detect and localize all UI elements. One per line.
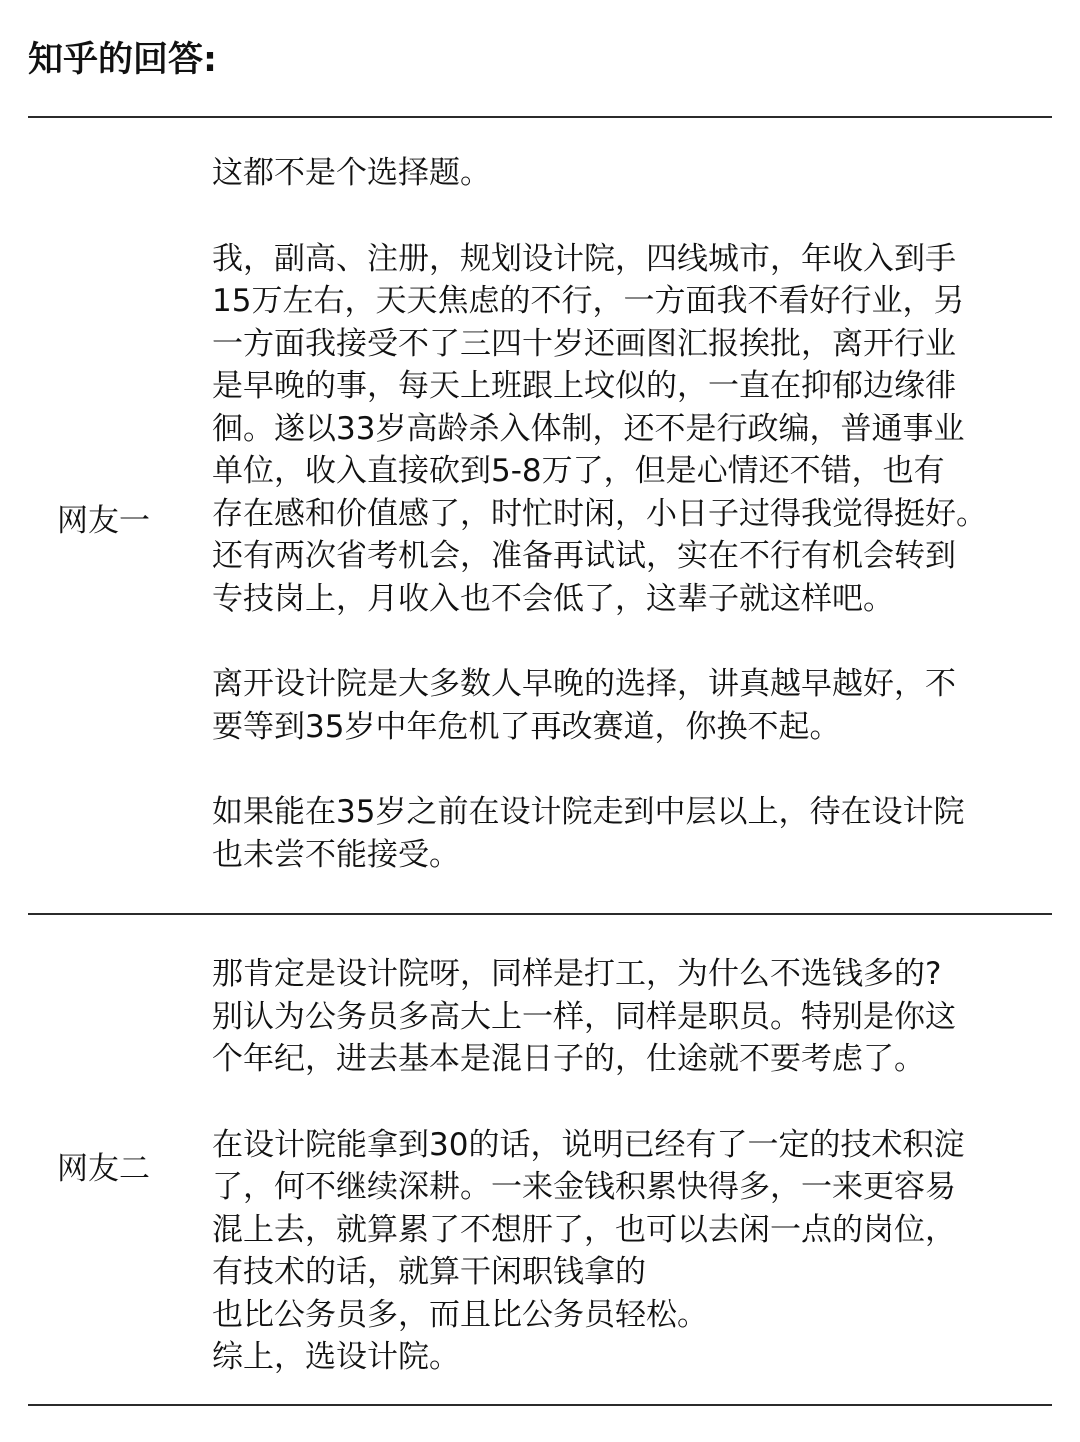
- text-line: 存在感和价值感了，时忙时闲，小日子过得我觉得挺好。: [212, 495, 987, 532]
- text-line: 也比公务员多，而且比公务员轻松。: [212, 1296, 708, 1333]
- answer-1-paragraph-2: [212, 238, 1052, 621]
- answer-1-paragraph-4: [212, 791, 1052, 876]
- text-line: 别认为公务员多高大上一样，同样是职员。特别是你这: [212, 998, 956, 1035]
- text-line: 个年纪，进去基本是混日子的，仕途就不要考虑了。: [212, 1041, 925, 1077]
- answer-2-paragraph-1: [212, 953, 1052, 1081]
- answer-1-paragraph-1: [212, 152, 1052, 195]
- text-line: 那肯定是设计院呀，同样是打工，为什么不选钱多的?: [212, 956, 942, 992]
- text-line: 在设计院能拿到30的话，说明已经有了一定的技术积淀: [212, 1126, 965, 1163]
- text-line: 了，何不继续深耕。一来金钱积累快得多，一来更容易: [212, 1169, 956, 1205]
- text-line: 也未尝不能接受。: [212, 836, 460, 873]
- text-line: 徊。遂以33岁高龄杀入体制，还不是行政编，普通事业: [212, 410, 965, 447]
- text-line: 还有两次省考机会，准备再试试，实在不行有机会转到: [212, 538, 956, 574]
- answer-1-author: 网友一: [57, 503, 150, 539]
- text-line: 15万左右，天天焦虑的不行，一方面我不看好行业，另: [212, 283, 965, 319]
- text-line: 这都不是个选择题。: [212, 155, 491, 191]
- answer-1-body: [212, 152, 1052, 876]
- text-line: 离开设计院是大多数人早晚的选择，讲真越早越好，不: [212, 666, 956, 702]
- text-line: 一方面我接受不了三四十岁还画图汇报挨批，离开行业: [212, 325, 956, 362]
- text-line: 如果能在35岁之前在设计院走到中层以上，待在设计院: [212, 794, 965, 830]
- page-title: 知乎的回答:: [28, 40, 217, 80]
- text-line: 要等到35岁中年危机了再改赛道，你换不起。: [212, 708, 841, 745]
- divider-bottom: [28, 1404, 1052, 1406]
- text-line: 有技术的话，就算干闲职钱拿的: [212, 1254, 646, 1290]
- answer-2-author: 网友二: [57, 1151, 150, 1187]
- text-line: 专技岗上，月收入也不会低了，这辈子就这样吧。: [212, 580, 894, 617]
- divider-middle: [28, 913, 1052, 915]
- text-line: 我，副高、注册，规划设计院，四线城市，年收入到手: [212, 240, 956, 277]
- answer-1-paragraph-3: [212, 663, 1052, 748]
- answer-2-body: [212, 953, 1052, 1379]
- text-line: 综上，选设计院。: [212, 1339, 460, 1375]
- divider-top: [28, 116, 1052, 118]
- answer-2-paragraph-2: [212, 1124, 1052, 1379]
- text-line: 是早晚的事，每天上班跟上坟似的，一直在抑郁边缘徘: [212, 368, 956, 404]
- text-line: 单位，收入直接砍到5-8万了，但是心情还不错，也有: [212, 453, 945, 489]
- text-line: 混上去，就算累了不想肝了，也可以去闲一点的岗位，: [212, 1211, 956, 1248]
